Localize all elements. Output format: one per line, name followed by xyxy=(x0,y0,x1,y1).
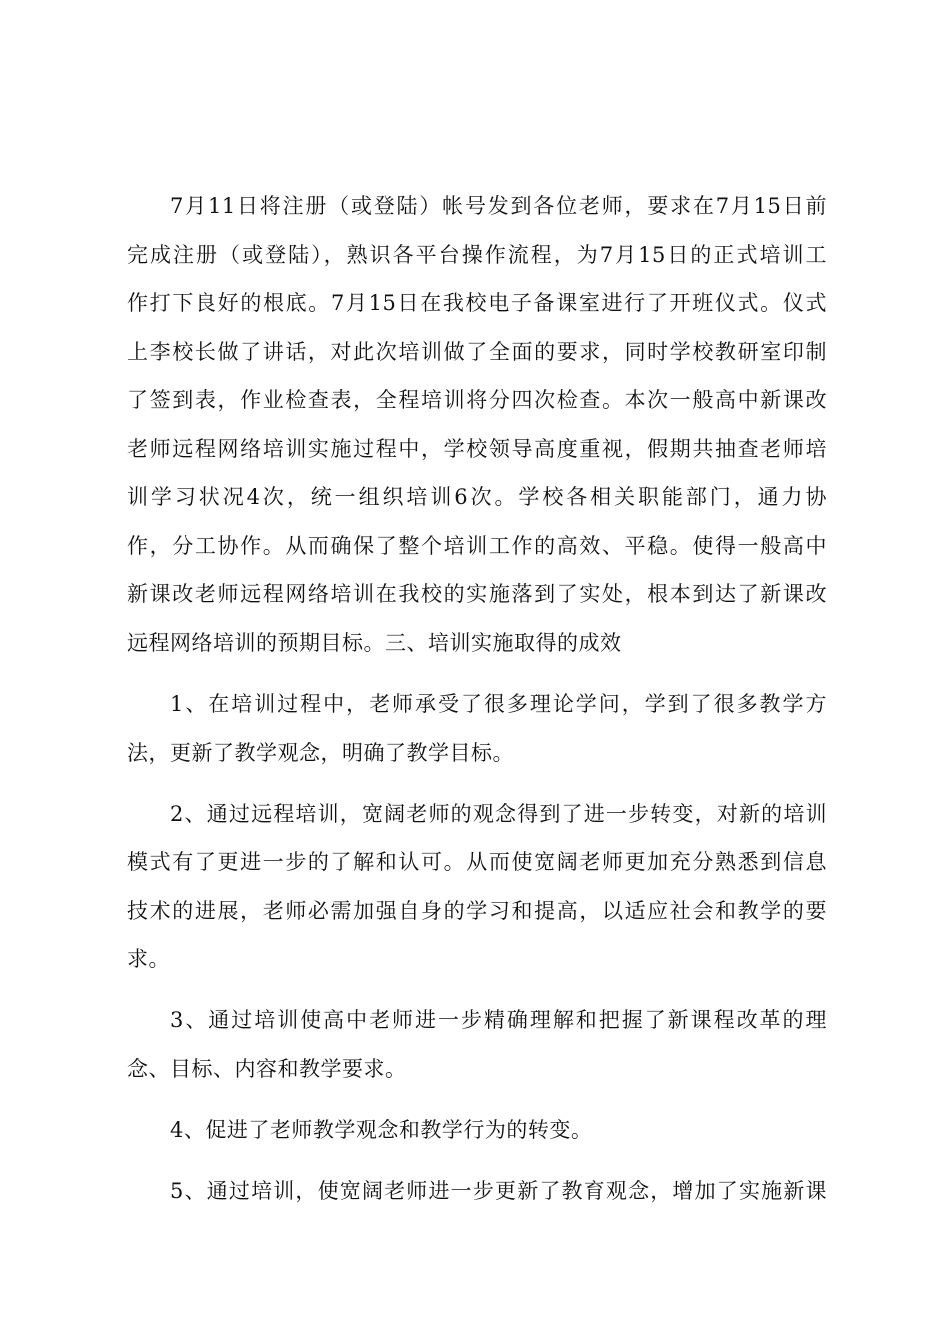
paragraph-1-line-9: 新课改老师远程网络培训在我校的实施落到了实处，根本到达了新课改 xyxy=(127,582,827,606)
paragraph-3-line-2: 模式有了更进一步的了解和认可。从而使宽阔老师更加充分熟悉到信息 xyxy=(127,850,827,874)
paragraph-3-line-3: 技术的进展，老师必需加强自身的学习和提高，以适应社会和教学的要 xyxy=(127,899,827,923)
paragraph-1-line-3: 作打下良好的根底。7月15日在我校电子备课室进行了开班仪式。仪式 xyxy=(127,291,827,315)
paragraph-1-line-1: 7月11日将注册（或登陆）帐号发到各位老师，要求在7月15日前 xyxy=(170,194,827,218)
paragraph-2-line-1: 1、在培训过程中，老师承受了很多理论学问，学到了很多教学方 xyxy=(170,692,827,716)
paragraph-1-line-2: 完成注册（或登陆），熟识各平台操作流程，为7月15日的正式培训工 xyxy=(127,243,827,267)
paragraph-1-line-6: 老师远程网络培训实施过程中，学校领导高度重视，假期共抽查老师培 xyxy=(127,437,827,461)
paragraph-3-line-4: 求。 xyxy=(127,947,170,971)
paragraph-1-line-10: 远程网络培训的预期目标。三、培训实施取得的成效 xyxy=(127,631,622,655)
paragraph-1-line-4: 上李校长做了讲话，对此次培训做了全面的要求，同时学校教研室印制 xyxy=(127,340,827,364)
paragraph-3-line-1: 2、通过远程培训，宽阔老师的观念得到了进一步转变，对新的培训 xyxy=(170,802,827,826)
paragraph-2-line-2: 法，更新了教学观念，明确了教学目标。 xyxy=(127,741,514,765)
paragraph-1-line-5: 了签到表，作业检查表，全程培训将分四次检查。本次一般高中新课改 xyxy=(127,388,827,412)
paragraph-6-line-1: 5、通过培训，使宽阔老师进一步更新了教育观念，增加了实施新课 xyxy=(170,1179,827,1203)
paragraph-1-line-8: 作，分工协作。从而确保了整个培训工作的高效、平稳。使得一般高中 xyxy=(127,534,827,558)
paragraph-5-line-1: 4、促进了老师教学观念和教学行为的转变。 xyxy=(170,1118,593,1142)
paragraph-1-line-7: 训学习状况4次，统一组织培训6次。学校各相关职能部门，通力协 xyxy=(127,485,827,509)
paragraph-4-line-1: 3、通过培训使高中老师进一步精确理解和把握了新课程改革的理 xyxy=(170,1008,827,1032)
paragraph-4-line-2: 念、目标、内容和教学要求。 xyxy=(127,1057,407,1081)
